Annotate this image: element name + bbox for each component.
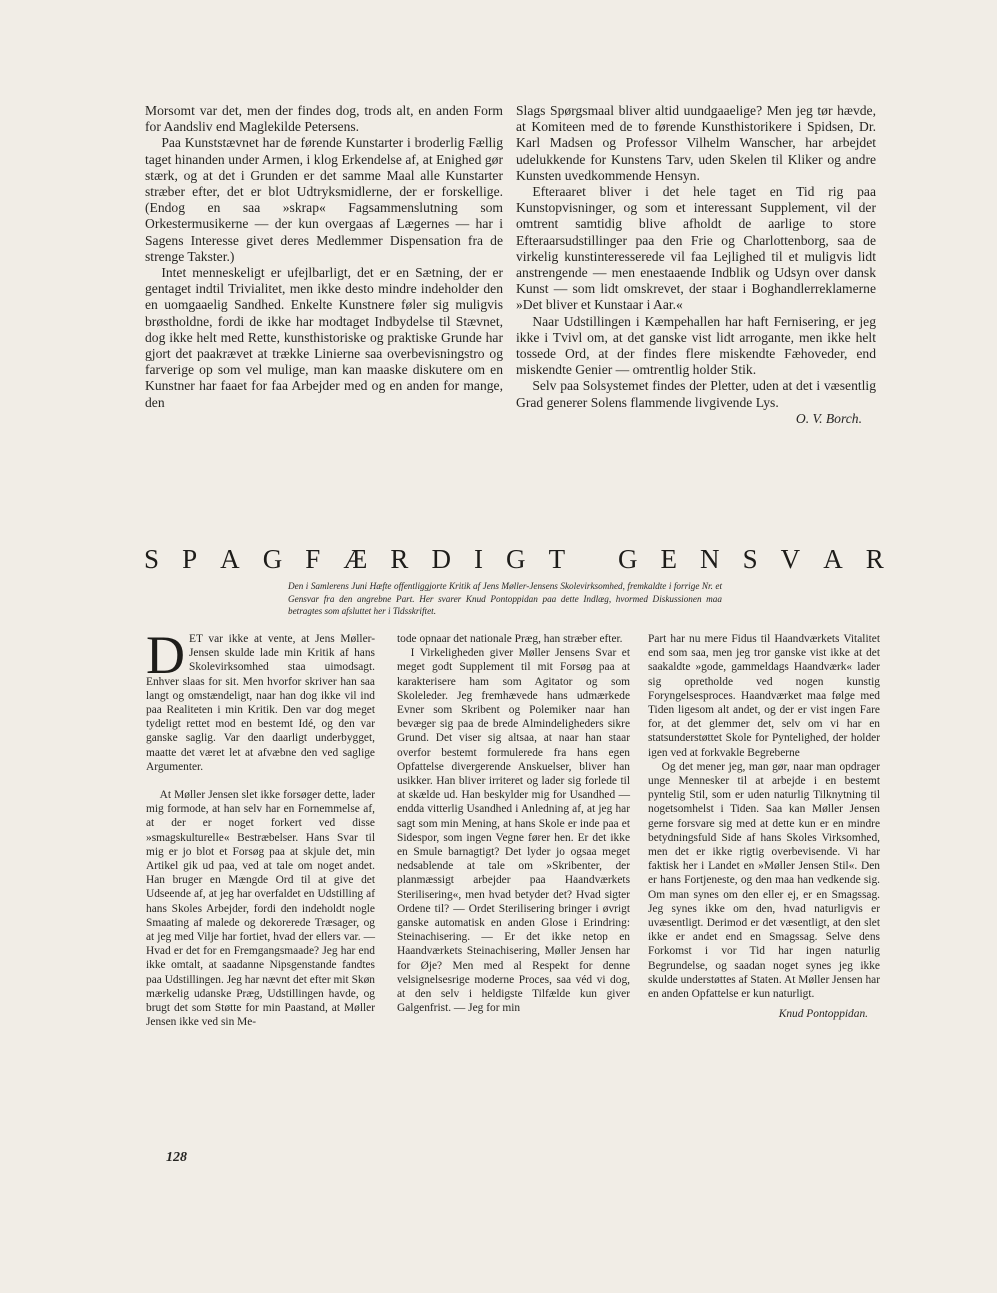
paragraph: Naar Udstillingen i Kæmpehallen har haft Fernisering, er jeg ikke i Tvivl om, at det ganske vist lidt arrogante, men ikke helt tossede Ord, at der findes flere miskendte Fæhoveder, end miskendte Genier — omtrentlig holder Stik.	[516, 313, 876, 378]
upper-article-left-column	[145, 103, 503, 411]
title-letter: D	[431, 544, 451, 574]
paragraph: Slags Spørgsmaal bliver altid uundgaaelige? Men jeg tør hævde, at Komiteen med de to førende Kunsthistorikere i Spidsen, Dr. Karl Madsen og Professor Vilhelm Wanscher, har arbejdet udelukkende for Kunstens Tarv, uden Skelen til Kliker og andre Kunsten uvedkommende Hensyn.	[516, 103, 876, 183]
title-letter: I	[474, 544, 483, 574]
lower-article-column-2	[397, 632, 630, 1015]
paragraph: Intet menneskeligt er ufejlbarligt, det er en Sætning, der er gentaget indtil Trivialitet, men ikke desto mindre indeholder den en uomgaaelig Sandhed. Enkelte Kunstnere føler sig muligvis brøstholdne, fordi de ikke har modtaget Indbydelse til Stævnet, dog ikke helt med Rette, kunsthistoriske og praktiske Grunde har gjort det paakrævet at trække Linierne saa overbevisningstro og farverige op som vel mulige, man kan maaske diskutere om en Kunstner har faaet for faa Arbejder med og en anden for mange, den	[145, 265, 503, 410]
paragraph: I Virkeligheden giver Møller Jensens Svar et meget godt Supplement til mit Forsøg paa at karakterisere ham som Agitator og som Skoleleder. Jeg fremhævede hans udmærkede Evner som Skribent og Polemiker naar han bevæger sig paa de brede Almindeligheders sikre Grund. Det viser sig altsaa, at naar han staar overfor bestemt formulerede fra hans egen Opfattelse divergerende Anskuelser, bliver han usikker. Han bliver irriteret og lader sig forlede til at skælde ud. Han beskylder mig for Usandhed — endda vitterlig Usandhed i Anledning af, at jeg har sagt som min Mening, at hans Skole er inde paa et Sidespor, som ingen Vegne fører hen. Er det ikke en Smule barnagtigt? Det lyder jo ogsaa meget nedsablende at tale om »Skribenter, der planmæssigt arbejder paa Haandværkets Sterilisering«, men hvad betyder det? Hvad sigter Ordene til? — Ordet Sterilisering bringer i øvrigt ganske automatisk en anden Glose i Erindring: Steinachisering. — Er det ikke netop en Haandværkets Steinachisering, Møller Jensen har for Øje? Men med al Respekt for denne velsignelsesrige moderne Proces, saa véd vi dog, at den selv i heldigste Tilfælde kun giver Galgenfrist. — Jeg for min	[397, 647, 630, 1015]
title-letter: N	[700, 544, 720, 574]
article-subtitle: Den i Samlerens Juni Hæfte offentliggjorte Kritik af Jens Møller-Jensens Skolevirksomhed, fremkaldte i forrige Nr. et Gensvar fra den angrebne Part. Her svarer Knud Pontoppidan paa dette Indlæg, hvormed Diskussionen maa betragtes som afsluttet her i Tidsskriftet.	[288, 581, 722, 617]
paragraph: Selv paa Solsystemet findes der Pletter, uden at det i væsentlig Grad generer Solens flammende livgivende Lys.	[516, 378, 876, 410]
paragraph: Morsomt var det, men der findes dog, trods alt, en anden Form for Aandsliv end Maglekilde Petersens.	[145, 103, 503, 135]
title-letter: P	[182, 544, 198, 574]
paragraph: At Møller Jensen slet ikke forsøger dette, lader mig formode, at han selv har en Fornemmelse af, at der er noget forkert ved disse »smagskulturelle« Bestræbelser. Hans Svar til mig er jo blot et Forsøg paa at skjule det, min Artikel gik ud paa, ved at tale om noget andet. Han bruger en Mængde Ord til at give det Udseende af, at jeg har overfaldet en Udstilling af hans Skoles Arbejder, fordi den indeholdt nogle Smaating af malede og dekorerede Træsager, og at jeg med Vilje har fortiet, hvad der ellers var. — Hvad er det for en Fremgangsmaade? Jeg har end ikke omtalt, at saadanne Nipsgenstande fandtes paa Udstillingen. Jeg har nævnt det efter mit Skøn mærkelig udanske Præg, Udstillingen havde, og brugt det som Støtte for min Paastand, at Møller Jensen ikke ved sin Me-	[146, 789, 375, 1029]
title-letter: G	[617, 544, 638, 574]
title-letter: T	[548, 544, 566, 574]
paragraph: Paa Kunststævnet har de førende Kunstarter i broderlig Fællig taget hinanden under Armen, i klog Erkendelse af, at Enighed gør stærk, og at det i Grunden er det samme Maal alle Kunstarter stræber efter, det er blot Udtryksmidlerne, der er forskellige. (Endog en saa »skrap« Fagsammenslutning som Orkestermusikerne — der kun overgaas af Lægernes — har i Sagens Interesse givet deres Medlemmer Dispensation fra de strenge Takster.)	[145, 135, 503, 264]
title-letter: R	[390, 544, 409, 574]
lower-article-column-1	[146, 625, 375, 1029]
author-signature: O. V. Borch.	[795, 410, 862, 426]
title-letter	[588, 544, 595, 575]
title-letter: F	[305, 544, 321, 574]
title-letter: G	[506, 544, 526, 574]
title-letter: G	[262, 544, 283, 574]
author-signature: Knud Pontoppidan.	[778, 1008, 868, 1021]
paragraph: Efteraaret bliver i det hele taget en Tid rig paa Kunstopvisninger, og som et interessant Supplement, vil der omtrent samtidig blive afholdt de aarlige to store Efteraarsudstillinger paa den Frie og Charlottenborg, saa de virkelig kunstinteresserede vil faa Lejlighed til et muligvis lidt anstrengende — men enestaaende Indblik og Udsyn over dansk Kunst — som lidt omskrevet, der staar i Boghandlerreklamerne »Det bliver et Kunstaar i Aar.«	[516, 184, 876, 313]
title-letter: V	[780, 544, 801, 574]
paragraph: Part har nu mere Fidus til Haandværkets Vitalitet end som saa, men jeg tror ganske vist ikke at det saakaldte »gode, gammeldags Haandværk« lader sig opretholde ved nogen kunstig Foryngelsesproces. Haandværket maa følge med Tiden ligesom alt andet, og der er vist ingen Fare for, at det glemmer det, selv om vi har en statsunderstøttet Skole for Pyntelighed, der holder igen ved at forkvakle Begreberne	[648, 633, 880, 759]
title-letter: E	[660, 544, 677, 574]
drop-cap: D	[146, 625, 185, 685]
page-number: 128	[166, 1150, 187, 1165]
title-letter: R	[865, 544, 884, 574]
opening-paragraph	[146, 625, 375, 774]
title-letter: S	[144, 544, 160, 574]
article-title	[144, 544, 884, 575]
upper-article-right-column	[516, 103, 876, 427]
title-letter: A	[823, 544, 843, 574]
paragraph: Og det mener jeg, man gør, naar man opdrager unge Mennesker til at arbejde i en bestemt pyntelig Stil, som er uden naturlig Tilknytning til nogetsomhelst i Tiden. Saa kan Møller Jensen gerne forsvare sig med at dette kun er en mindre betydningsfuld Side af hans Skoles Virksomhed, men det er ikke rigtig overbevisende. Vi har faktisk her i Landet en »Møller Jensen Stil«. Den er hans Fortjeneste, og den maa han vedkende sig. Om man synes om den eller ej, er en Smagssag. Jeg synes ikke om den, hvad naturligvis er uvæsentligt. Derimod er det væsentligt, at den slet ikke er andet end en Smagssag. Selve dens Forkomst i vor Tid har ingen naturlig Begrundelse, og saadan noget synes jeg ikke skulde understøttes af Staten. At Møller Jensen har en anden Opfattelse er kun naturligt.	[648, 760, 880, 1001]
paragraph: tode opnaar det nationale Præg, han stræber efter.	[397, 633, 623, 645]
title-letter: S	[742, 544, 758, 574]
title-letter: A	[220, 544, 240, 574]
title-letter: Æ	[343, 544, 368, 574]
lower-article-column-3	[648, 632, 880, 1021]
paragraph-text: ET var ikke at vente, at Jens Møller-Jensen skulde lade min Kritik af hans Skolevirksomhed staa uimodsagt. Enhver slaas for sit. Men hvorfor skriver han saa langt og omstændeligt, naar han dog ikke vil ind paa Realiteten i min Kritik. Den var dog meget tydeligt rettet mod en bestemt Idé, og den var ganske saglig. Var den daarligt underbygget, maatte det været let at afvæbne den ved saglige Argumenter.	[146, 633, 375, 773]
